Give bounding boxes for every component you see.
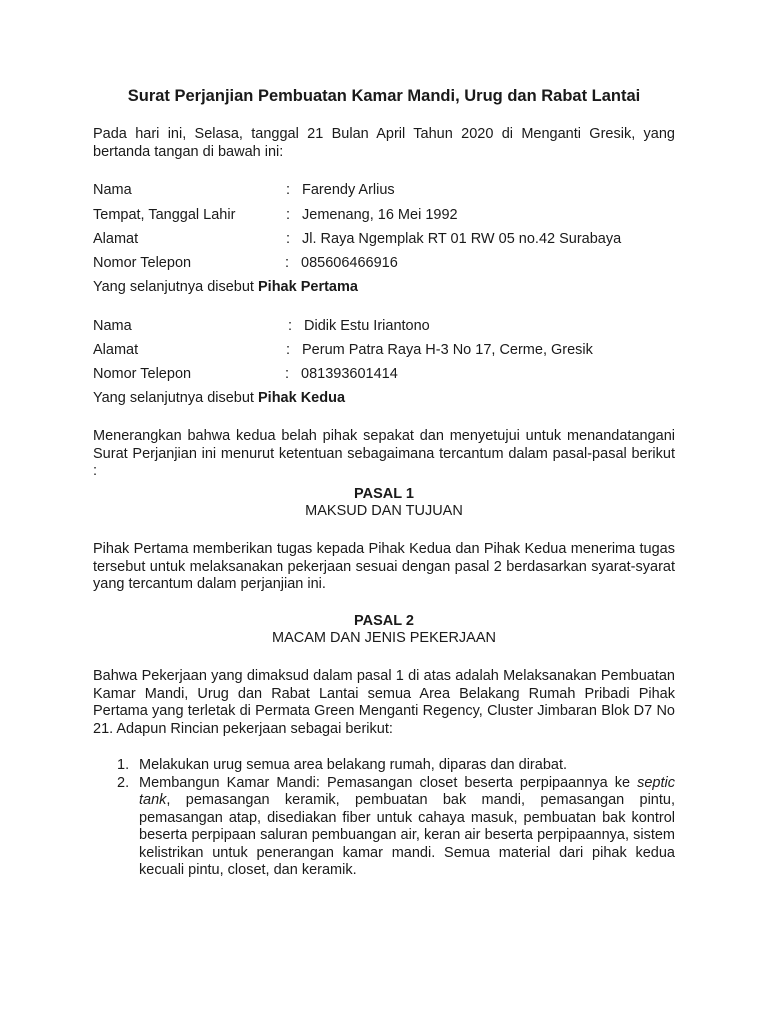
field-value [286, 180, 395, 200]
colon: : [286, 207, 291, 223]
pasal1-title: PASAL 1 [354, 486, 414, 502]
field-label: Nomor Telepon [93, 366, 192, 382]
field-value [286, 340, 593, 360]
document-title: Surat Perjanjian Pembuatan Kamar Mandi, Urug dan Rabat Lantai [127, 87, 641, 105]
field-value [288, 316, 430, 336]
party1-phone-row [93, 253, 675, 273]
agreement-paragraph: Menerangkan bahwa kedua belah pihak sepakat dan menyetujui untuk menandatangani Surat Perjanjian ini menurut ketentuan sebagaimana tercantum dalam pasal-pasal berikut : [93, 428, 675, 479]
list-item-text-italic: septic tank [139, 774, 675, 808]
designation-prefix: Yang selanjutnya disebut [93, 279, 258, 295]
pasal2-subtitle: MACAM DAN JENIS PEKERJAAN [272, 630, 496, 646]
opening-paragraph: Pada hari ini, Selasa, tanggal 21 Bulan April Tahun 2020 di Menganti Gresik, yang bertanda tangan di bawah ini: [93, 126, 675, 160]
field-value [286, 205, 458, 225]
colon: : [288, 318, 293, 334]
party1-name-value: Farendy Arlius [302, 182, 395, 198]
designation-name: Pihak Pertama [258, 279, 358, 295]
party1-birth-value: Jemenang, 16 Mei 1992 [302, 207, 458, 223]
party2-name-value: Didik Estu Iriantono [304, 318, 430, 334]
party2-address-value: Perum Patra Raya H-3 No 17, Cerme, Gresik [302, 342, 593, 358]
colon: : [285, 255, 290, 271]
field-value [285, 364, 398, 384]
list-item-text: Melakukan urug semua area belakang rumah, diparas dan dirabat. [139, 757, 568, 773]
pasal2-body: Bahwa Pekerjaan yang dimaksud dalam pasal 1 di atas adalah Melaksanakan Pembuatan Kamar Mandi, Urug dan Rabat Lantai semua Area Belakang Rumah Pribadi Pihak Pertama yang terletak di Permata Green Menganti Regency, Cluster Jimbaran Blok D7 No 21. Adapun Rincian pekerjaan sebagai berikut: [93, 668, 675, 737]
pasal1-body: Pihak Pertama memberikan tugas kepada Pihak Kedua dan Pihak Kedua menerima tugas tersebut untuk melaksanakan pekerjaan sesuai dengan pasal 2 berdasarkan syarat-syarat yang tercantum dalam perjanjian ini. [93, 541, 675, 592]
field-label: Nama [93, 318, 132, 334]
party1-address-value: Jl. Raya Ngemplak RT 01 RW 05 no.42 Surabaya [302, 231, 622, 247]
party1-designation [93, 277, 358, 297]
list-item [93, 775, 675, 880]
list-item-text-after: , pemasangan keramik, pembuatan bak mandi, pemasangan pintu, pemasangan atap, disediakan fiber untuk cahaya masuk, pembuatan bak kontrol beserta perpipaan saluran pembuangan air, keran air beserta perpipaannya, sistem kelistrikan untuk penerangan kamar mandi. Semua material dari pihak kedua kecuali pintu, closet, dan keramik. [139, 792, 675, 878]
list-item [93, 757, 675, 775]
document-page [93, 0, 675, 1024]
party1-phone-value: 085606466916 [301, 255, 398, 271]
party1-name-row [93, 180, 675, 200]
list-number: 1. [117, 757, 130, 773]
field-label: Nama [93, 182, 132, 198]
designation-prefix: Yang selanjutnya disebut [93, 390, 258, 406]
field-label: Alamat [93, 342, 139, 358]
pasal2-title: PASAL 2 [354, 613, 414, 629]
colon: : [286, 182, 291, 198]
field-label: Tempat, Tanggal Lahir [93, 207, 236, 223]
party2-phone-value: 081393601414 [301, 366, 398, 382]
party1-address-row [93, 229, 675, 249]
party2-designation [93, 388, 345, 408]
list-item-text-before: Membangun Kamar Mandi: Pemasangan closet beserta perpipaannya ke [139, 774, 638, 791]
work-item-list [93, 757, 675, 880]
pasal1-subtitle: MAKSUD DAN TUJUAN [305, 503, 463, 519]
field-value [285, 253, 398, 273]
party2-name-row [93, 316, 675, 336]
party2-address-row [93, 340, 675, 360]
field-label: Nomor Telepon [93, 255, 192, 271]
colon: : [285, 366, 290, 382]
colon: : [286, 231, 291, 247]
colon: : [286, 342, 291, 358]
party2-phone-row [93, 364, 675, 384]
field-value [286, 229, 621, 249]
field-label: Alamat [93, 231, 139, 247]
designation-name: Pihak Kedua [258, 390, 346, 406]
list-number: 2. [117, 774, 130, 791]
party1-birth-row [93, 205, 675, 225]
